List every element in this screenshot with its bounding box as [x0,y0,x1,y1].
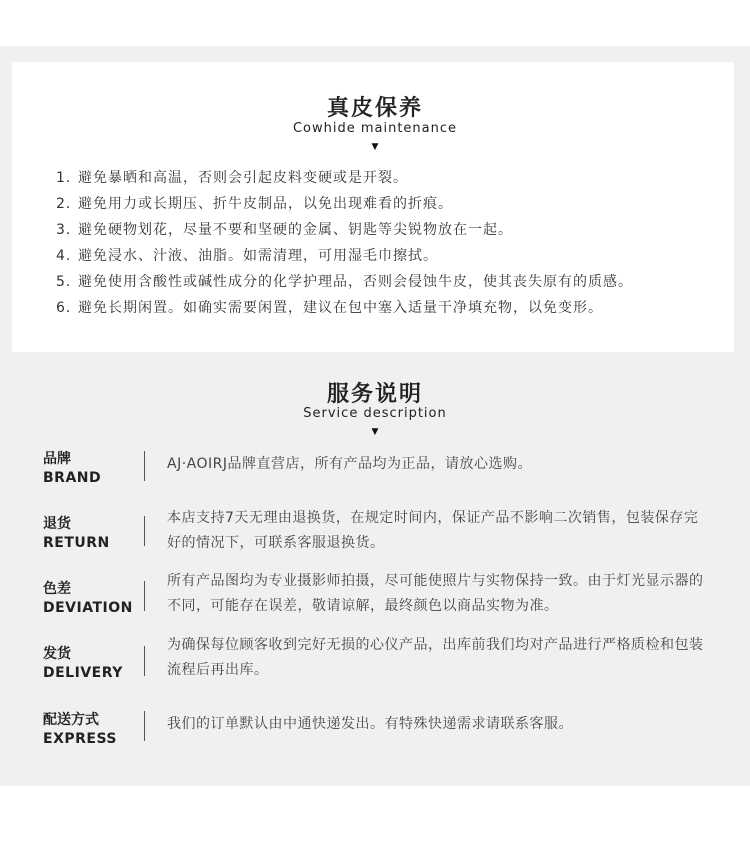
service-text-delivery: 为确保每位顾客收到完好无损的心仪产品，出库前我们均对产品进行严格质检和包装流程后再出库。 [167,637,704,678]
divider [144,711,145,741]
divider [144,516,145,546]
care-item: 5. 避免使用含酸性或碱性成分的化学护理品，否则会侵蚀牛皮，使其丧失原有的质感。 [56,274,633,290]
care-title: 真皮保养 [326,96,423,121]
care-subtitle: Cowhide maintenance [292,121,458,136]
care-arrow-icon: ▼ [371,142,379,152]
service-label-return: 退货 RETURN [43,516,110,551]
service-label-deviation: 色差 DEVIATION [43,581,133,616]
service-label-delivery: 发货 DELIVERY [43,646,123,681]
service-subtitle: Service description [303,406,447,421]
service-text-deviation: 所有产品图均为专业摄影师拍摄，尽可能使照片与实物保持一致。由于灯光显示器的不同，可能存在误差，敬请谅解，最终颜色以商品实物为准。 [167,573,704,614]
divider [144,581,145,611]
service-label-brand: 品牌 BRAND [43,451,102,486]
divider [144,451,145,481]
service-text-return: 本店支持7天无理由退换货，在规定时间内，保证产品不影响二次销售，包装保存完好的情况下，可联系客服退换货。 [167,510,699,551]
divider [144,646,145,676]
service-label-express: 配送方式 EXPRESS [43,712,117,747]
service-text-brand: AJ·AOIRJ品牌直营店，所有产品均为正品，请放心选购。 [167,456,532,472]
care-item: 2. 避免用力或长期压、折牛皮制品，以免出现难看的折痕。 [56,196,453,212]
service-text-express: 我们的订单默认由中通快递发出。有特殊快递需求请联系客服。 [167,716,573,732]
care-item: 1. 避免暴晒和高温，否则会引起皮料变硬或是开裂。 [56,170,408,186]
care-item: 3. 避免硬物划花，尽量不要和坚硬的金属、钥匙等尖锐物放在一起。 [56,222,513,238]
service-title: 服务说明 [326,382,423,407]
care-item: 4. 避免浸水、汁液、油脂。如需清理，可用湿毛巾擦拭。 [56,248,438,264]
care-item: 6. 避免长期闲置。如确实需要闲置，建议在包中塞入适量干净填充物，以免变形。 [56,300,603,316]
service-arrow-icon: ▼ [371,427,379,437]
